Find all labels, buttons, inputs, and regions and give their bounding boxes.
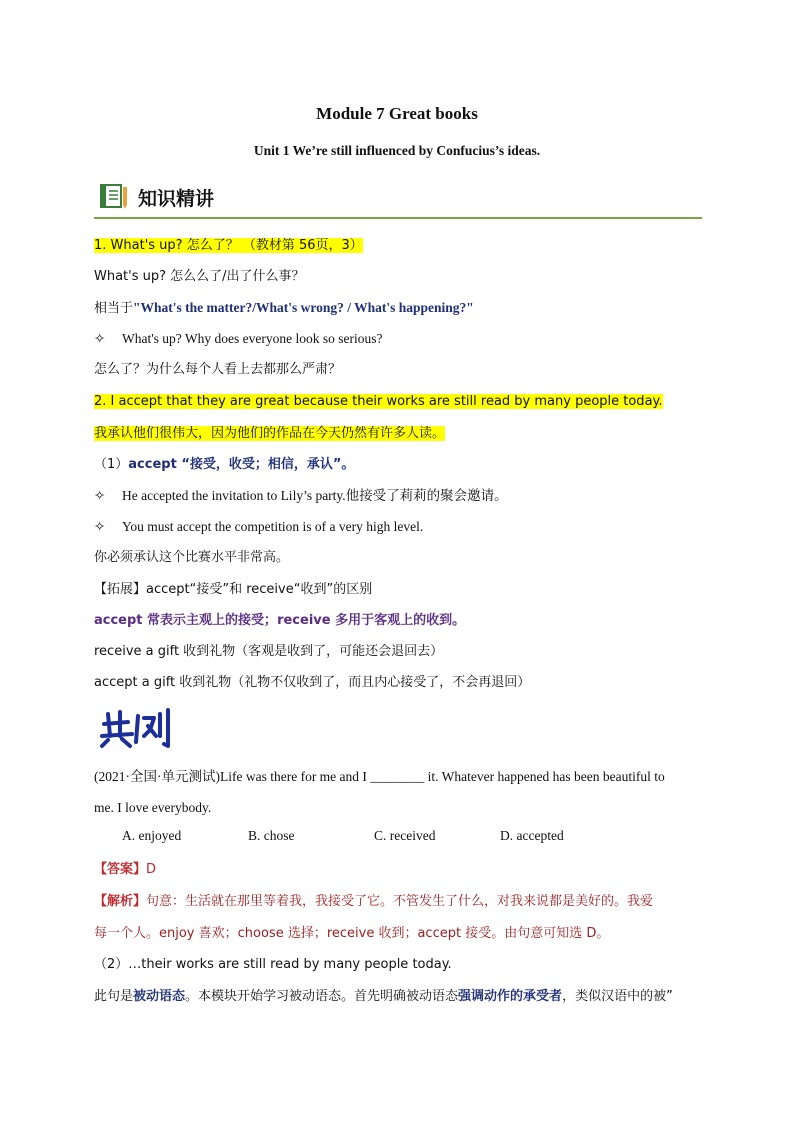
point2-heading-en: 2. I accept that they are great because their works are still read by many people today. — [94, 394, 663, 409]
point2-example2-en: ✧ You must accept the competition is of a very high level. — [94, 519, 424, 534]
extension-rule: accept 常表示主观上的接受；receive 多用于客观上的收到。 — [94, 613, 466, 628]
extension-heading: 【拓展】accept“接受”和 receive“收到”的区别 — [94, 582, 373, 597]
section-title: 知识精讲 — [138, 188, 215, 210]
question-line1: (2021·全国·单元测试)Life was there for me and I ________ it. Whatever happened has been beautiful to — [94, 769, 665, 784]
option-a: A. enjoyed — [122, 828, 182, 843]
point1-example-zh: 怎么了？为什么每个人看上去都那么严肃？ — [94, 362, 342, 377]
option-c: C. received — [374, 828, 436, 843]
point2-heading-zh: 我承认他们很伟大，因为他们的作品在今天仍然有许多人读。 — [94, 426, 446, 441]
analysis-line2: 每一个人。enjoy 喜欢；choose 选择；receive 收到；accept 接受。由句意可知选 D。 — [94, 926, 610, 941]
answer-line: 【答案】D — [94, 862, 157, 877]
page-title: Module 7 Great books — [316, 104, 478, 123]
point1-equivalent: 相当于"What's the matter?/What's wrong? / What's happening?" — [94, 300, 474, 316]
point2-example2-zh: 你必须承认这个比赛水平非常高。 — [94, 550, 290, 565]
option-b: B. chose — [248, 828, 295, 843]
point1-meaning: What's up? 怎么么了/出了什么事？ — [94, 269, 305, 284]
option-d: D. accepted — [500, 828, 564, 843]
passive-voice-line: 此句是被动语态。本模块开始学习被动语态。首先明确被动语态强调动作的承受者，类似汉语中的被” — [94, 989, 673, 1004]
unit-subtitle: Unit 1 We’re still influenced by Confucius’s ideas. — [253, 143, 541, 158]
point1-example-en: ✧ What's up? Why does everyone look so serious? — [94, 331, 383, 346]
question-line2: me. I love everybody. — [94, 800, 212, 815]
analysis-line1: 【解析】句意：生活就在那里等着我，我接受了它。不管发生了什么，对我来说都是美好的。我爱 — [94, 894, 654, 909]
point-sub2: （2）…their works are still read by many people today. — [94, 957, 452, 972]
section-divider — [94, 217, 702, 219]
book-icon — [100, 183, 132, 209]
point2-sub1: （1）accept “接受，收受；相信，承认”。 — [94, 457, 355, 472]
receive-gift-line: receive a gift 收到礼物（客观是收到了，可能还会退回去） — [94, 644, 444, 659]
point1-heading: 1. What's up? 怎么了？ （教材第 56页，3） — [94, 238, 363, 253]
dianli-calligraphy-icon — [98, 706, 174, 750]
accept-gift-line: accept a gift 收到礼物（礼物不仅收到了，而且内心接受了，不会再退回） — [94, 675, 531, 690]
point2-example1: ✧ He accepted the invitation to Lily’s party.他接受了莉莉的聚会邀请。 — [94, 488, 508, 503]
